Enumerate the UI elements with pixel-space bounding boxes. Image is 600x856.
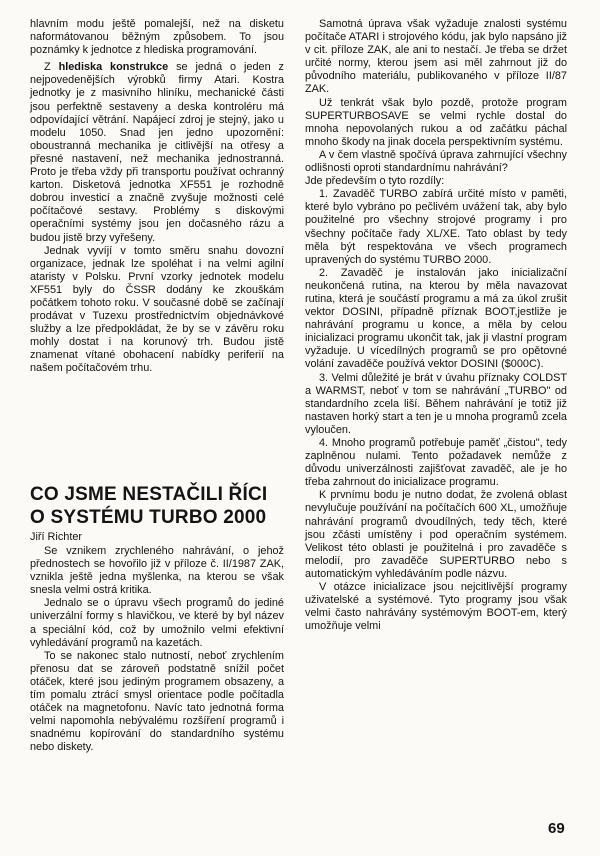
paragraph: K prvnímu bodu je nutno dodat, že zvolená oblast nevylučuje používání na počítačích 600 XL, umožňuje nahrávání programů dvoudílných, tedy těch, které jsou zčásti umístěny i pod operačním systémem. Velikost této oblasti je použitelná i pro zavaděče s melodií, pro zavaděče SUPERTURBO nebo s automatickým vyhledáváním podle názvu. (305, 489, 567, 580)
left-column-top (30, 18, 284, 376)
paragraph: Se vznikem zrychleného nahrávání, o jehož přednostech se hovořilo již v příloze č. II/1987 ZAK, vznikla ještě jedna myšlenka, na kterou se však snesla velmi ostrá kritika. (30, 545, 284, 597)
list-item: 4. Mnoho programů potřebuje paměť „čistou", tedy zaplněnou nulami. Tento požadavek nemůže z důvodu univerzálnosti zajišťovat zavaděč, ale je ho třeba zahrnout do inicializace programu. (305, 437, 567, 489)
paragraph: Jde především o tyto rozdíly: (305, 175, 445, 188)
list-item: 3. Velmi důležité je brát v úvahu příznaky COLDST a WARMST, neboť v tom se nahrávání „TURBO" od standardního zcela liší. Během nahrávání je totiž již nastaven horký start a ten je u mnoha programů zcela vyloučen. (305, 371, 567, 436)
list-item: 1. Zavaděč TURBO zabírá určité místo v paměti, které bylo vybráno po pečlivém uvážení tak, aby bylo použitelné pro všechny strojové programy i pro všechny počítače řady XL/XE. Tato oblast by tedy měla být respektována ve všech programech upravených do systému TURBO 2000. (305, 188, 567, 266)
bold-phrase: hlediska konstrukce (58, 61, 169, 74)
paragraph: A v čem vlastně spočívá úprava zahrnující všechny odlišnosti oproti standardnímu nahrávání? (305, 148, 567, 175)
paragraph: Samotná úprava však vyžaduje znalosti systému počítače ATARI i strojového kódu, jak bylo napsáno již v cit. příloze ZAK, ale ani to nestačí. Je třeba se držet určité normy, kterou jsem asi měl zahrnout již do původního materiálu, publikovaného v příloze II/87 ZAK. (305, 18, 567, 96)
paragraph: Jednalo se o úpravu všech programů do jediné univerzální formy s hlavičkou, ve které by byl název a speciální kód, což by umožnilo velmi efektivní vyhledávání programů na kazetách. (30, 597, 284, 649)
list-item: 2. Zavaděč je instalován jako inicializační neukončená rutina, na kterou by měla navazovat rutina, která je součástí programu a má za úkol zrušit vektor DOSINI, případně příznak BOOT,jestliže je nahrávání programu u konce, a měla by celou inicializaci programu ukončit tak, jak ji vlastní program vyžaduje. U vícedílných programů se pro opětovné volání zavaděče používá vektor DOSINI ($000C). (305, 266, 567, 371)
paragraph: Jednak vyvíjí v tomto směru snahu dovozní organizace, jednak lze spoléhat i na velmi agilní ataristy v Polsku. První vzorky jednotek modelu XF551 byly do ČSSR dodány ke zkouškám počátkem tohoto roku. V současné době se začínají prodávat v Tuzexu prostřednictvím objednávkové služby a lze předpokládat, že by se v závěru roku mohly dostat i na korunový trh. Budou jistě znamenat vítané obohacení nabídky periferií na našem počítačovém trhu. (30, 244, 284, 375)
article-author: Jiří Richter (30, 531, 83, 543)
article-title-line: O SYSTÉMU TURBO 2000 (30, 507, 267, 528)
page-number: 69 (548, 820, 565, 837)
paragraph: V otázce inicializace jsou nejcitlivější programy uživatelské a systémové. Tyto programy jsou však velmi často nahrávány systémovým BOOT-em, který umožňuje velmi (305, 581, 567, 633)
paragraph: To se nakonec stalo nutností, neboť zrychlením přenosu dat se zároveň podstatně snížil počet otáček, které jsou jediným programem obsazeny, a tím pomalu ztrácí smysl orientace podle počítadla otáček na magnetofonu. Navíc tato jednotná forma velmi napomohla nebývalému rozšíření programů i snadnému kopírování do standardního systému nebo diskety. (30, 649, 284, 754)
paragraph: Z hlediska konstrukce se jedná o jeden z nejpovedenějších výrobků firmy Atari. Kostra jednotky je z masivního hliníku, mechanické části jsou perfektně sestaveny a deska kontroléru má odpovídající větrání. Napájecí zdroj je stejný, jako u modelu 1050. Snad jen jedno upozornění: oboustranná mechanika je citlivější na otřesy a přesné nastavení, než mechanika jednostranná. Proto je třeba vždy při transportu používat ochranný karton. Disketová jednotka XF551 je rozhodně dobrou investicí a značně zvyšuje možnosti celé počítačové sestavy. Problémy s diskovými operačními systémy jsou jen dočasného rázu a budou jistě brzy vyřešeny. (30, 61, 284, 244)
paragraph: hlavním modu ještě pomalejší, než na disketu naformátovanou běžným způsobem. To jsou poznámky k jednotce z hlediska programování. (30, 18, 284, 57)
article-body-left (30, 545, 284, 755)
right-column (305, 18, 567, 633)
article-title (30, 483, 284, 529)
article-title-line: CO JSME NESTAČILI ŘÍCI (30, 484, 268, 505)
paragraph: Už tenkrát však bylo pozdě, protože program SUPERTURBOSAVE se velmi rychle dostal do mnoha nepovolaných rukou a od začátku páchal mnoho škody na jinak docela perspektivním systému. (305, 96, 567, 148)
